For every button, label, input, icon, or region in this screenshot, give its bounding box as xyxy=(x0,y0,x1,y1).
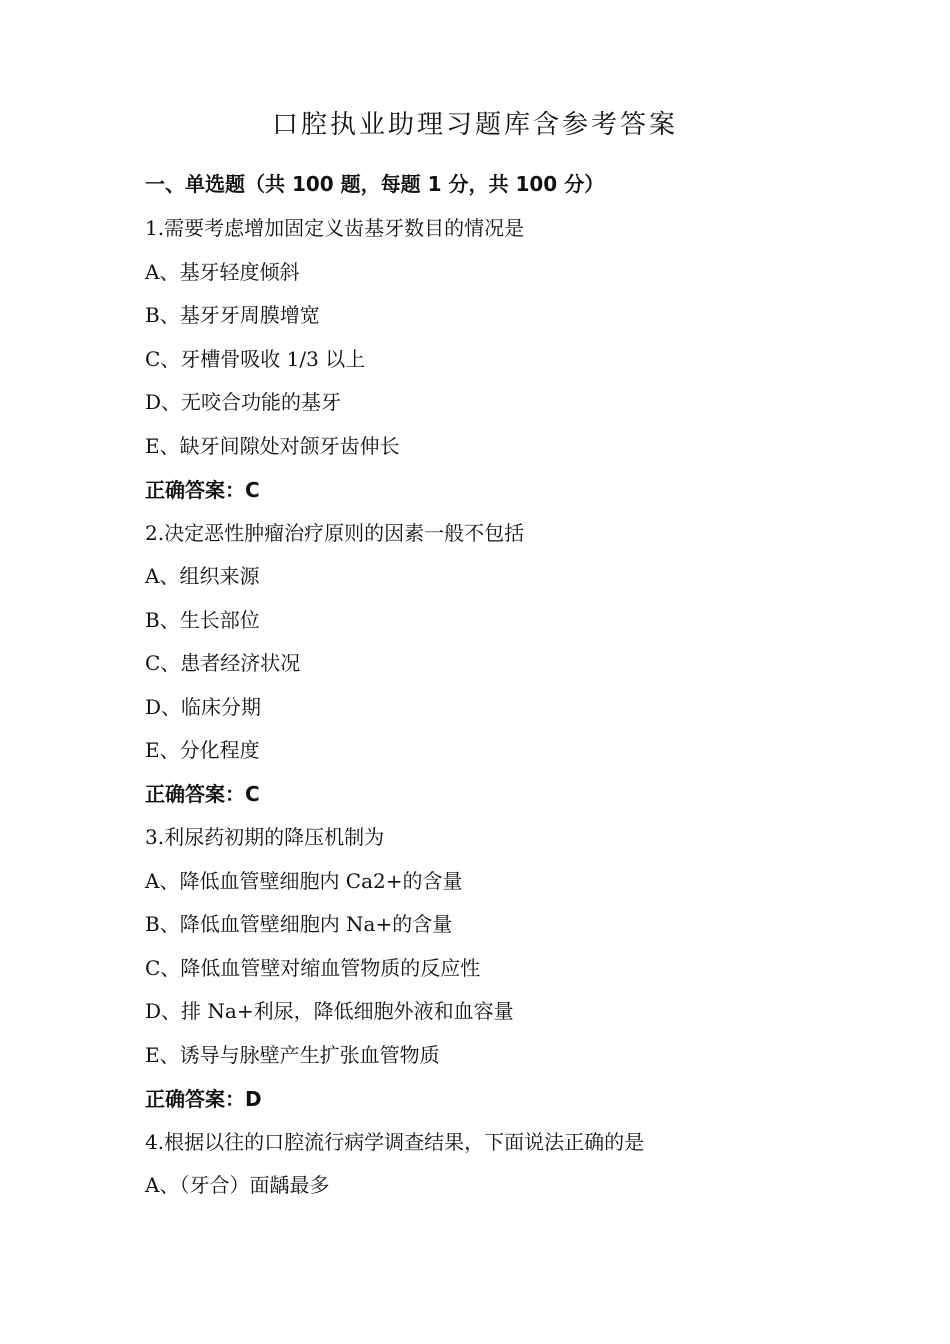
option-d: D、排 Na+利尿，降低细胞外液和血容量 xyxy=(145,999,514,1023)
option-b: B、基牙牙周膜增宽 xyxy=(145,303,320,327)
option-d: D、无咬合功能的基牙 xyxy=(145,390,342,414)
option-e: E、分化程度 xyxy=(145,738,260,762)
option-c: C、降低血管壁对缩血管物质的反应性 xyxy=(145,956,481,980)
section-heading: 一、单选题（共 100 题，每题 1 分，共 100 分） xyxy=(145,172,605,196)
option-d: D、临床分期 xyxy=(145,695,262,719)
option-b: B、生长部位 xyxy=(145,608,260,632)
option-b: B、降低血管壁细胞内 Na+的含量 xyxy=(145,912,453,936)
question-stem: 1.需要考虑增加固定义齿基牙数目的情况是 xyxy=(145,216,525,240)
option-a: A、（牙合）面龋最多 xyxy=(145,1173,330,1197)
correct-answer: 正确答案：C xyxy=(145,478,260,502)
correct-answer: 正确答案：D xyxy=(145,1087,262,1111)
question-stem: 4.根据以往的口腔流行病学调查结果，下面说法正确的是 xyxy=(145,1130,645,1154)
option-a: A、降低血管壁细胞内 Ca2+的含量 xyxy=(145,869,463,893)
option-c: C、牙槽骨吸收 1/3 以上 xyxy=(145,347,366,371)
option-e: E、缺牙间隙处对颌牙齿伸长 xyxy=(145,434,400,458)
document-title: 口腔执业助理习题库含参考答案 xyxy=(271,110,678,140)
option-a: A、组织来源 xyxy=(145,564,260,588)
question-stem: 2.决定恶性肿瘤治疗原则的因素一般不包括 xyxy=(145,521,525,545)
option-c: C、患者经济状况 xyxy=(145,651,301,675)
question-stem: 3.利尿药初期的降压机制为 xyxy=(145,825,385,849)
option-e: E、诱导与脉壁产生扩张血管物质 xyxy=(145,1043,440,1067)
option-a: A、基牙轻度倾斜 xyxy=(145,260,300,284)
correct-answer: 正确答案：C xyxy=(145,782,260,806)
